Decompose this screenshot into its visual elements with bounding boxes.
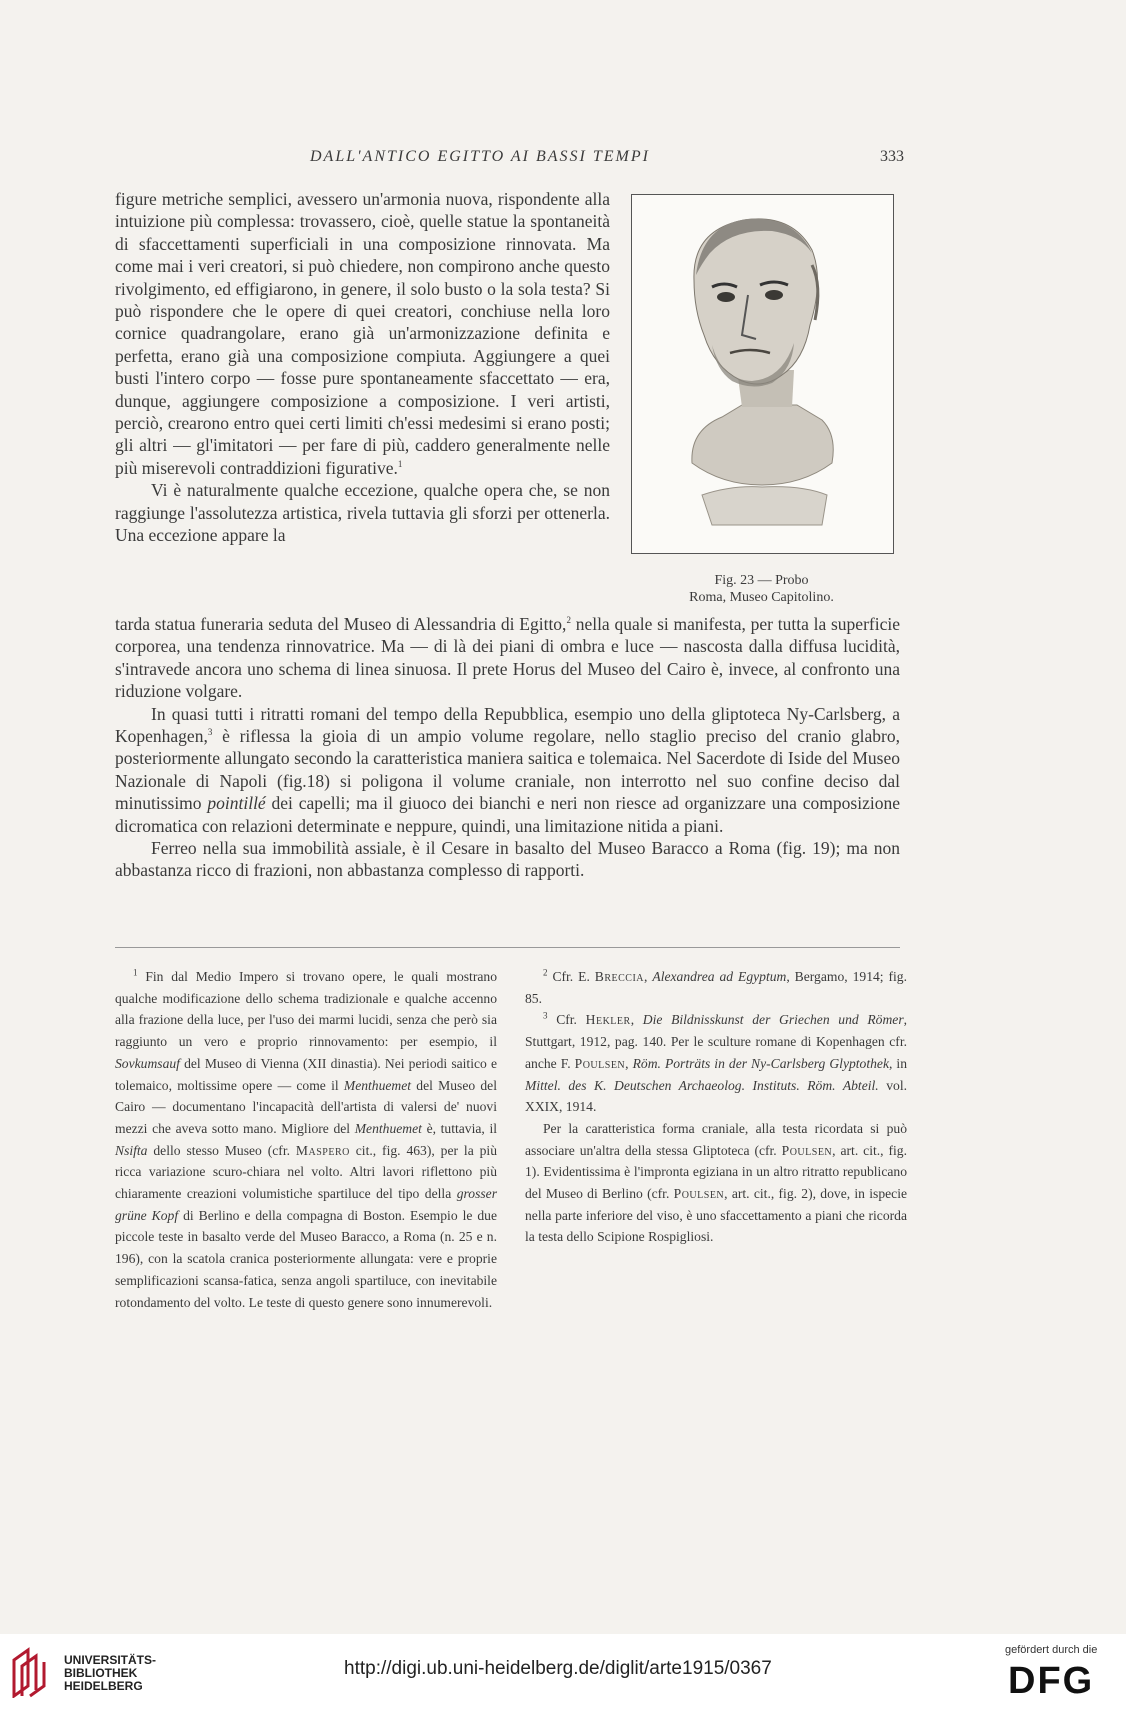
paragraph-1-text: figure metriche semplici, avessero un'armonia nuova, rispondente alla intuizione più complessa: trovassero, cioè, quelle statue la spontaneità di sfaccettamenti superficiali in una composizione rinnovata. Ma come mai i veri creatori, si può chiedere, non compirono anche questo rivolgimento, ed effigiarono, in genere, il solo busto o la sola testa? Si può rispondere che le opere di quei creatori, conchiuse nella loro cornice quadrangolare, erano già un'armonizzazione definita e perfetta, erano già una composizione compiuta. Aggiungere a quei busti l'intero corpo — fosse pure spontaneamente sfaccettato — era, dunque, aggiungere composizione a composizione. I veri artisti, perciò, crearono entro quei certi limiti ch'essi medesimi si erano posti; gli altri — gl'imitatori — per fare di più, caddero generalmente nelle più miserevoli contraddizioni figurative.	[115, 189, 610, 478]
figure-caption-title: Fig. 23 — Probo	[714, 573, 809, 588]
footnote-ref-3: 3	[207, 727, 213, 738]
bust-image	[632, 195, 893, 553]
footnote-1: $^1$ Fin dal Medio Impero si trovano opere, le quali mostrano qualche modificazione dello schema tradizionale e qualche accenno alla frazione della luce, per l'uso dei marmi lucidi, senza che però sia raggiunto un vero e proprio rinnovamento: per esempio, il Sovkumsauf del Museo di Vienna (XII dinastia). Nei periodi saitico e tolemaico, moltissime opere — come il Menthuemet del Museo del Cairo — documentano l'incapacità dell'artista di valersi de' nuovi mezzi che aveva sotto mano. Migliore del Menthuemet è, tuttavia, il Nsifta dello stesso Museo (cfr. Maspero cit., fig. 463), per la più ricca variazione scuro-chiara nel volto. Altri lavori riflettono più chiaramente creazioni volumistiche spartiluce del tipo della grosser grüne Kopf di Berlino e della compagna di Boston. Esempio le due piccole teste in basalto verde del Museo Baracco, a Roma (n. 25 e n. 196), con la scatola cranica posteriormente allungata: vere e proprie semplificazioni scansa-fatica, senza angoli spartiluce, con inevitabile rotondamento del volto. Le teste di questo genere sono innumerevoli.	[115, 967, 498, 1310]
figure-probo-bust	[631, 194, 894, 554]
paragraph-1	[115, 188, 610, 479]
footnote-3-continued: Per la caratteristica forma craniale, alla testa ricordata si può associare un'altra della stessa Gliptoteca (cfr. Poulsen, art. cit., fig. 1). Evidentissima è l'impronta egiziana in un altro ritratto republicano del Museo di Berlino (cfr. Poulsen, art. cit., fig. 2), dove, in ispecie nella parte inferiore del viso, è uno sfaccettamento a piani che ricorda la testa dello Scipione Rospigliosi.	[525, 1120, 908, 1245]
footnotes-left-column	[115, 966, 497, 1313]
funded-by-label: gefördert durch die	[1005, 1644, 1098, 1656]
running-header: DALL'ANTICO EGITTO AI BASSI TEMPI	[310, 148, 650, 165]
page-number: 333	[880, 148, 904, 165]
figure-caption-location: Roma, Museo Capitolino.	[689, 590, 834, 605]
footnote-ref-2: 2	[566, 615, 571, 626]
paragraph-2-continued: tarda statua funeraria seduta del Museo di Alessandria di Egitto,$^2$ nella quale si manifesta, per tutta la superficie corporea, una tendenza rinnovatrice. Ma — di là dei piani di ombra e luce — nascosta dalla diffusa lucidità, s'intravede ancora uno schema di linea sinuosa. Il prete Horus del Museo del Cairo è, invece, al confronto una riduzione volgare.	[115, 614, 900, 702]
library-name: UNIVERSITÄTS- BIBLIOTHEK HEIDELBERG	[64, 1653, 157, 1693]
paragraph-4: Ferreo nella sua immobilità assiale, è il Cesare in basalto del Museo Baracco a Roma (fig. 19); ma non abbastanza ricco di frazioni, non abbastanza complesso di rapporti.	[115, 838, 900, 881]
body-text-lower	[115, 613, 900, 882]
paragraph-2-start: Vi è naturalmente qualche eccezione, qualche opera che, se non raggiunge l'assolutezza artistica, rivela tuttavia gli sforzi per ottenerla. Una eccezione appare la	[115, 480, 610, 546]
footnote-ref-1: 1	[397, 459, 403, 470]
paragraph-3: In quasi tutti i ritratti romani del tempo della Repubblica, esempio uno della gliptoteca Ny-Carlsberg, a Kopenhagen,$^3$ è riflessa la gioia di un ampio volume regolare, nello staglio preciso del cranio glabro, posteriormente allungato secondo la caratteristica maniera saitica e tolemaica. Nel Sacerdote di Iside del Museo Nazionale di Napoli (fig.18) si poligona il volume craniale, non interrotto nel suo confine deciso dal minutissimo pointillé dei capelli; ma il giuoco dei bianchi e neri non riesce ad organizzare una composizione dicromatica con relazioni determinate e neppure, quindi, una limitazione nitida a piani.	[115, 703, 900, 836]
footnotes-right-column	[525, 966, 907, 1248]
footnote-divider	[115, 947, 900, 948]
figure-caption	[631, 572, 892, 606]
dfg-logo: DFG	[1008, 1660, 1095, 1702]
library-logo-icon	[8, 1646, 56, 1698]
body-text-upper	[115, 188, 610, 547]
footnote-2: $^2$ Cfr. E. Breccia, Alexandrea ad Egyptum, Bergamo, 1914; fig. 85.	[525, 967, 907, 1006]
source-url-link[interactable]: http://digi.ub.uni-heidelberg.de/diglit/arte1915/0367	[344, 1658, 772, 1679]
digitization-footer	[0, 1634, 1126, 1710]
footnote-3: $^3$ Cfr. Hekler, Die Bildnisskunst der Griechen und Römer, Stuttgart, 1912, pag. 140. Per le sculture romane di Kopenhagen cfr. anche F. Poulsen, Röm. Porträts in der Ny-Carlsberg Glyptothek, in Mittel. des K. Deutschen Archaeolog. Instituts. Röm. Abteil. vol. XXIX, 1914.	[525, 1010, 908, 1115]
